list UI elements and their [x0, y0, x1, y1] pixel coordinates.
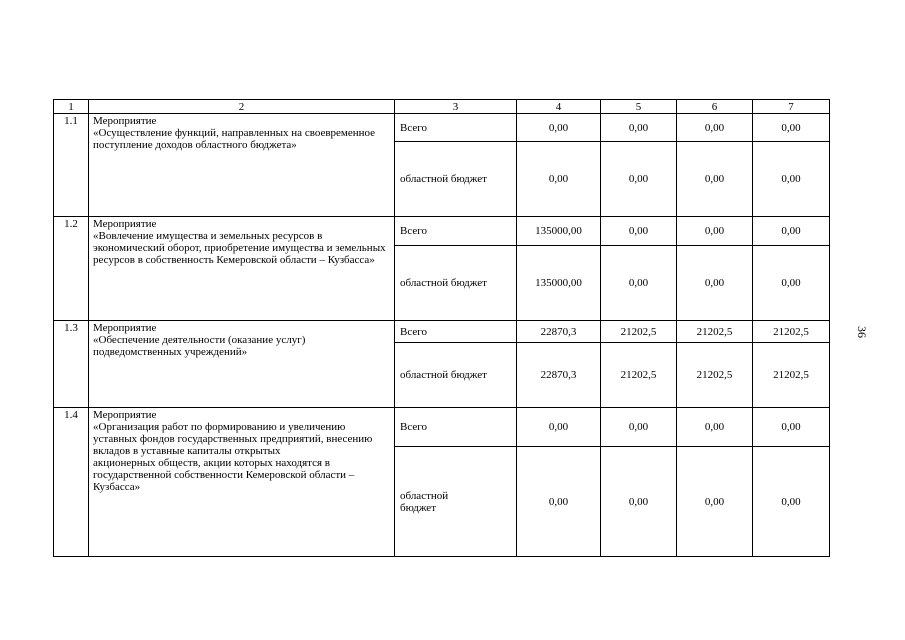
value-cell: 0,00 [753, 217, 830, 246]
value-cell: 0,00 [677, 217, 753, 246]
value-cell: 21202,5 [753, 321, 830, 343]
value-cell: 21202,5 [677, 343, 753, 408]
funding-source: Всего [395, 217, 517, 246]
table-row [54, 114, 830, 142]
activity-description: Мероприятие «Обеспечение деятельности (оказание услуг) подведомственных учреждений» [89, 321, 395, 408]
page-number: 36 [855, 326, 869, 338]
value-cell: 0,00 [753, 447, 830, 557]
funding-source: областной бюджет [395, 246, 517, 321]
column-header: 1 [54, 100, 89, 114]
value-cell: 22870,3 [517, 343, 601, 408]
table-row [54, 321, 830, 343]
value-cell: 0,00 [677, 142, 753, 217]
row-number: 1.2 [54, 217, 89, 321]
activity-description: Мероприятие «Вовлечение имущества и земельных ресурсов в экономический оборот, приобретение имущества и земельных ресурсов в собственность Кемеровской области – Кузбасса» [89, 217, 395, 321]
value-cell: 21202,5 [601, 321, 677, 343]
value-cell: 0,00 [677, 408, 753, 447]
header-row [54, 100, 830, 114]
value-cell: 0,00 [517, 142, 601, 217]
value-cell: 0,00 [601, 217, 677, 246]
funding-source: областной бюджет [395, 142, 517, 217]
budget-table [53, 99, 830, 557]
table-row [54, 217, 830, 246]
funding-source: Всего [395, 114, 517, 142]
value-cell: 135000,00 [517, 246, 601, 321]
column-header: 5 [601, 100, 677, 114]
value-cell: 0,00 [753, 246, 830, 321]
value-cell: 0,00 [677, 447, 753, 557]
column-header: 7 [753, 100, 830, 114]
value-cell: 0,00 [677, 246, 753, 321]
column-header: 3 [395, 100, 517, 114]
value-cell: 0,00 [753, 114, 830, 142]
value-cell: 0,00 [517, 408, 601, 447]
column-header: 2 [89, 100, 395, 114]
funding-source: областной бюджет [395, 447, 517, 557]
value-cell: 21202,5 [677, 321, 753, 343]
table-row [54, 408, 830, 447]
funding-source: Всего [395, 321, 517, 343]
row-number: 1.3 [54, 321, 89, 408]
value-cell: 0,00 [601, 246, 677, 321]
funding-source: Всего [395, 408, 517, 447]
value-cell: 0,00 [601, 447, 677, 557]
value-cell: 0,00 [517, 447, 601, 557]
value-cell: 0,00 [601, 142, 677, 217]
value-cell: 21202,5 [601, 343, 677, 408]
value-cell: 0,00 [601, 114, 677, 142]
column-header: 4 [517, 100, 601, 114]
activity-description: Мероприятие «Осуществление функций, направленных на своевременное поступление доходов областного бюджета» [89, 114, 395, 217]
row-number: 1.1 [54, 114, 89, 217]
value-cell: 0,00 [753, 408, 830, 447]
activity-description: Мероприятие «Организация работ по формированию и увеличению уставных фондов государственных предприятий, внесению вкладов в уставные капиталы открытых акционерных обществ, акции которых находятся в государственной собственности Кемеровской области – Кузбасса» [89, 408, 395, 557]
value-cell: 0,00 [517, 114, 601, 142]
value-cell: 21202,5 [753, 343, 830, 408]
value-cell: 135000,00 [517, 217, 601, 246]
value-cell: 22870,3 [517, 321, 601, 343]
value-cell: 0,00 [753, 142, 830, 217]
value-cell: 0,00 [677, 114, 753, 142]
funding-source: областной бюджет [395, 343, 517, 408]
value-cell: 0,00 [601, 408, 677, 447]
row-number: 1.4 [54, 408, 89, 557]
column-header: 6 [677, 100, 753, 114]
